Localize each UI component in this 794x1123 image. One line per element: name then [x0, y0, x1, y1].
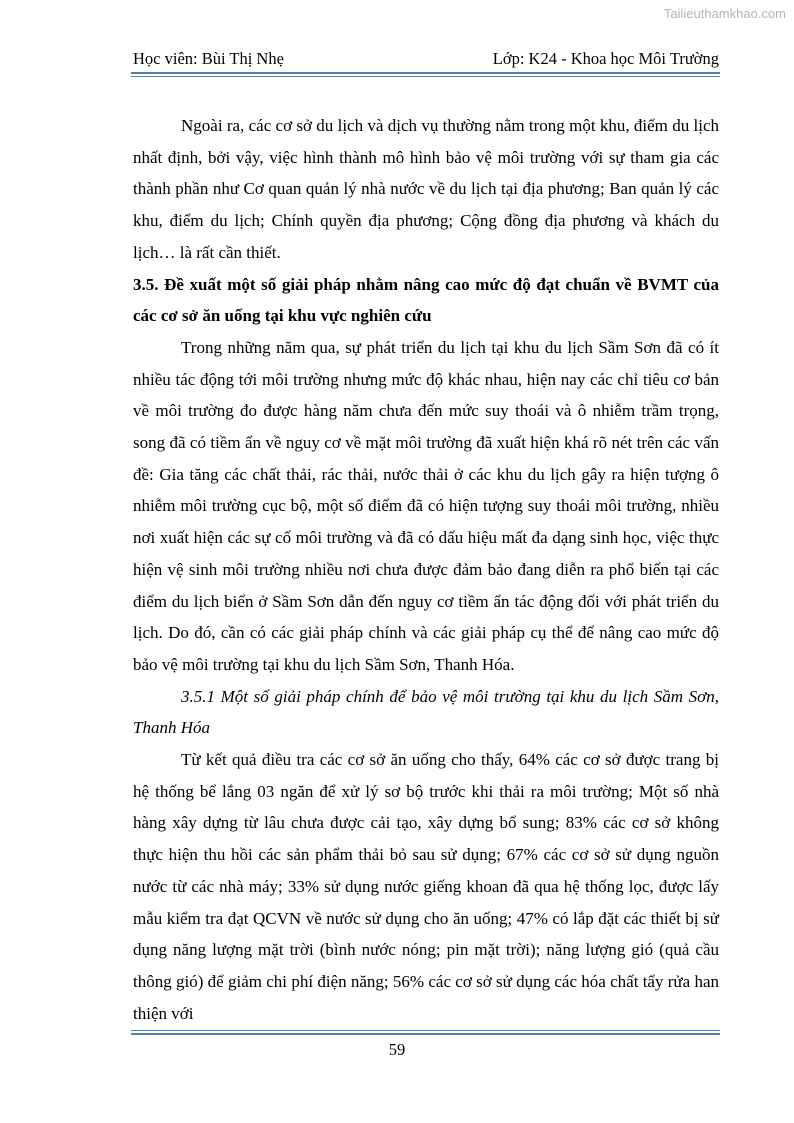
- document-body: [133, 110, 719, 1029]
- page-number: 59: [388, 1040, 406, 1059]
- section-heading-3-5: 3.5. Đề xuất một số giải pháp nhằm nâng cao mức độ đạt chuẩn về BVMT của các cơ sở ăn uống tại khu vực nghiên cứu: [133, 274, 719, 326]
- footer-rule-thick: [131, 1033, 720, 1035]
- paragraph-tourism-impact: Trong những năm qua, sự phát triển du lịch tại khu du lịch Sầm Sơn đã có ít nhiều tác động tới môi trường nhưng mức độ khác nhau, hiện nay các chỉ tiêu cơ bản về môi trường đo được hàng năm chưa đến mức suy thoái và ô nhiễm trầm trọng, song đã có tiềm ẩn về nguy cơ về mặt môi trường đã xuất hiện khá rõ nét trên các vấn đề: Gia tăng các chất thải, rác thải, nước thải ở các khu du lịch gây ra hiện tượng ô nhiễm môi trường cục bộ, một số điểm đã có hiện tượng suy thoái môi trường, nhiều nơi xuất hiện các sự cố môi trường và đã có dấu hiệu mất đa dạng sinh học, việc thực hiện vệ sinh môi trường nhiều nơi chưa được đảm bảo đang diễn ra phổ biến tại các điểm du lịch biển ở Sầm Sơn dẫn đến nguy cơ tiềm ẩn tác động đối với phát triển du lịch. Do đó, cần có các giải pháp chính và các giải pháp cụ thể để nâng cao mức độ bảo vệ môi trường tại khu du lịch Sầm Sơn, Thanh Hóa.: [133, 337, 719, 674]
- page-header: [133, 49, 719, 69]
- header-rule-thin: [131, 76, 720, 77]
- subsection-heading-3-5-1: 3.5.1 Một số giải pháp chính để bảo vệ môi trường tại khu du lịch Sầm Sơn, Thanh Hóa: [133, 686, 719, 738]
- watermark-text: Tailieuthamkhao.com: [663, 6, 786, 21]
- footer-rule-thin: [131, 1030, 720, 1031]
- header-student-name: Học viên: Bùi Thị Nhẹ: [133, 49, 284, 68]
- header-class-name: Lớp: K24 - Khoa học Môi Trường: [492, 49, 719, 68]
- header-rule-thick: [131, 72, 720, 74]
- paragraph-survey-results: Từ kết quả điều tra các cơ sở ăn uống cho thấy, 64% các cơ sở được trang bị hệ thống bể lắng 03 ngăn để xử lý sơ bộ trước khi thải ra môi trường; Một số nhà hàng xây dựng từ lâu chưa được cải tạo, xây dựng bổ sung; 83% các cơ sở không thực hiện thu hồi các sản phẩm thải bỏ sau sử dụng; 67% các cơ sở sử dụng nguồn nước từ các nhà máy; 33% sử dụng nước giếng khoan đã qua hệ thống lọc, được lấy mẫu kiểm tra đạt QCVN về nước sử dụng cho ăn uống; 47% có lắp đặt các thiết bị sử dụng năng lượng mặt trời (bình nước nóng; pin mặt trời); năng lượng gió (quả cầu thông gió) để giảm chi phí điện năng; 56% các cơ sở sử dụng các hóa chất tẩy rửa han thiện với: [133, 750, 719, 1023]
- paragraph-intro: Ngoài ra, các cơ sở du lịch và dịch vụ thường nằm trong một khu, điểm du lịch nhất định, bởi vậy, việc hình thành mô hình bảo vệ môi trường với sự tham gia các thành phần như Cơ quan quản lý nhà nước về du lịch tại địa phương; Ban quản lý các khu, điểm du lịch; Chính quyền địa phương; Cộng đồng địa phương và khách du lịch… là rất cần thiết.: [133, 116, 719, 262]
